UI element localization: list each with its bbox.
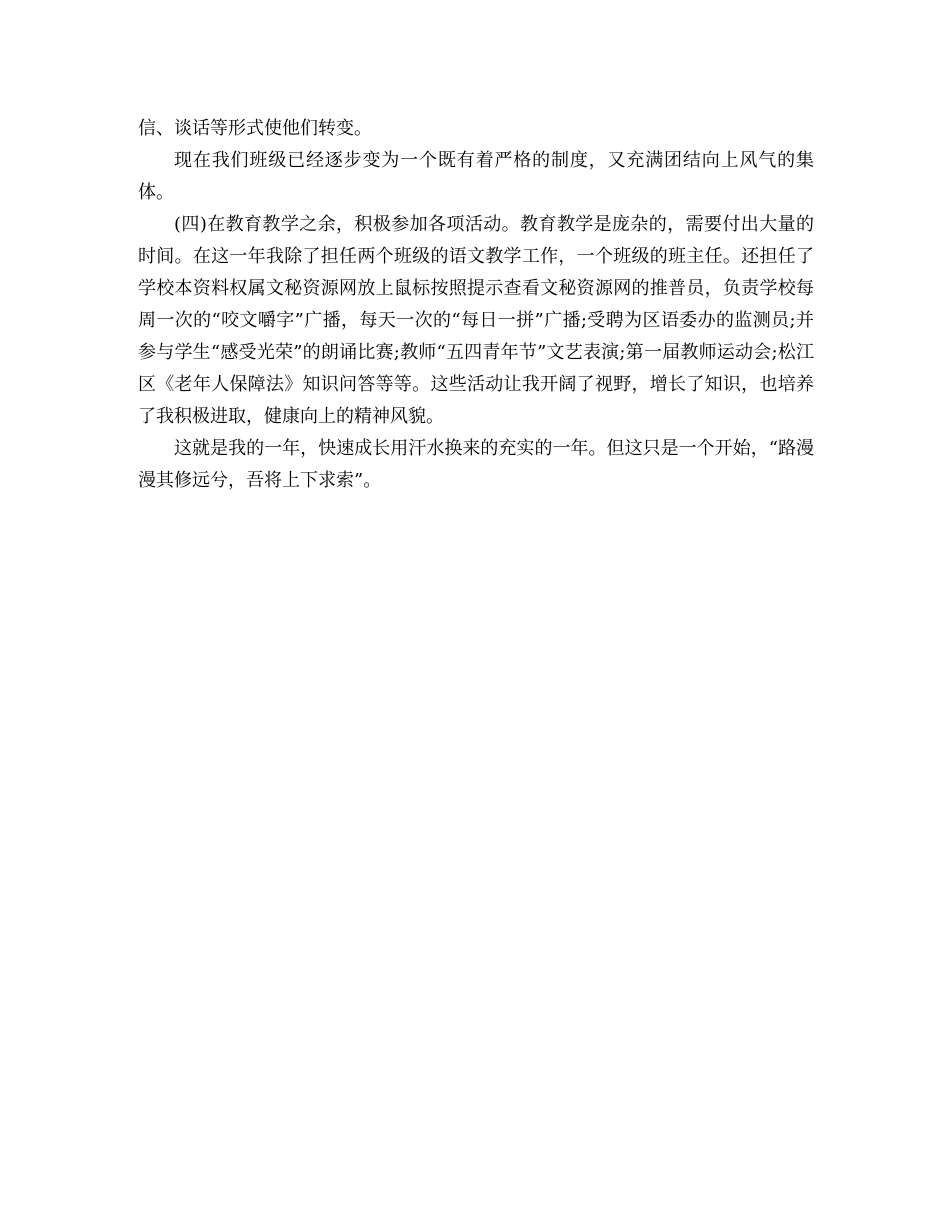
paragraph-conclusion: 这就是我的一年，快速成长用汗水换来的充实的一年。但这只是一个开始，“路漫漫其修远兮，吾将上下求索”。 xyxy=(138,438,814,491)
document-body xyxy=(138,113,814,497)
paragraph-activities: (四)在教育教学之余，积极参加各项活动。教育教学是庞杂的，需要付出大量的时间。在这一年我除了担任两个班级的语文教学工作，一个班级的班主任。还担任了学校本资料权属文秘资源网放上鼠标按照提示查看文秘资源网的推普员，负责学校每周一次的“咬文嚼字”广播，每天一次的“每日一拼”广播;受聘为区语委办的监测员;并参与学生“感受光荣”的朗诵比赛;教师“五四青年节”文艺表演;第一届教师运动会;松江区《老年人保障法》知识问答等等。这些活动让我开阔了视野，增长了知识，也培养了我积极进取，健康向上的精神风貌。 xyxy=(138,214,814,427)
paragraph-class-status: 现在我们班级已经逐步变为一个既有着严格的制度，又充满团结向上风气的集体。 xyxy=(138,150,814,203)
paragraph-continuation: 信、谈话等形式使他们转变。 xyxy=(138,118,372,139)
